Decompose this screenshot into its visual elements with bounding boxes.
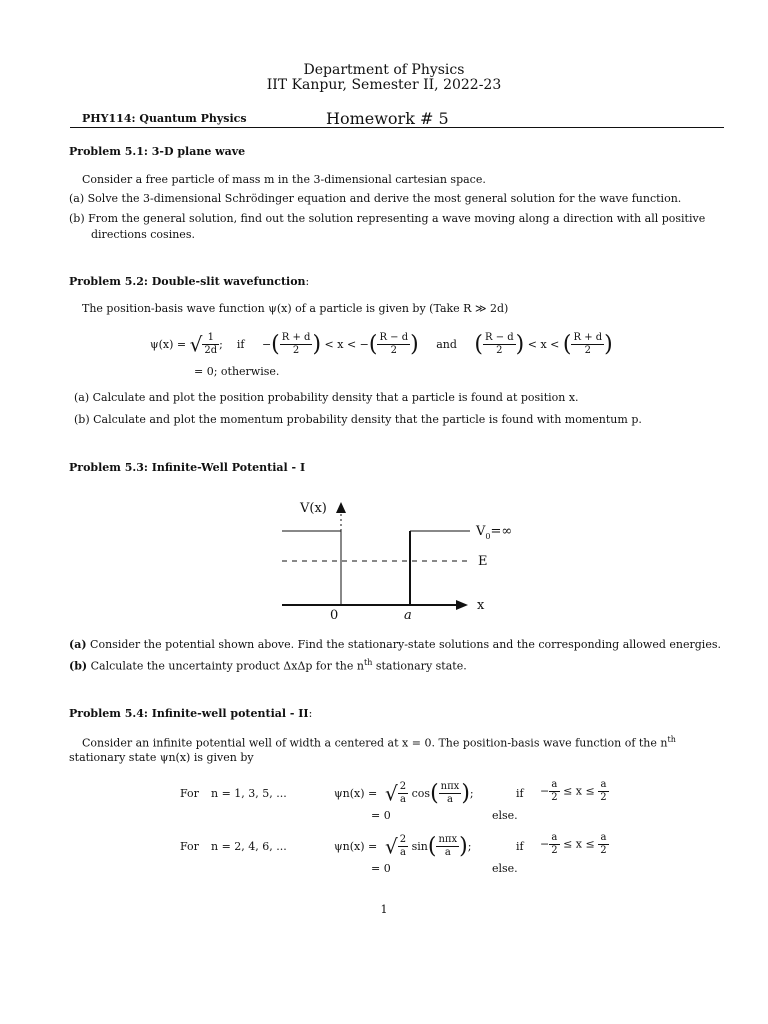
header-rule [70, 127, 724, 128]
y-axis-arrow-icon [336, 502, 346, 513]
infinite-well-figure [270, 495, 530, 625]
problem-5-4-intro: Consider an infinite potential well of width a centered at x = 0. The position-basis wave function of the $n^{th}$ [82, 735, 676, 750]
width-a-label: a [404, 608, 412, 623]
problem-5-1-part-b-cont: directions cosines. [91, 228, 195, 241]
problem-5-1-title: Problem 5.1: 3-D plane wave [69, 145, 246, 158]
x-axis-label: x [477, 598, 485, 613]
problem-5-1-part-b: (b) From the general solution, find out the solution representing a wave moving along a direction with all positive [69, 212, 706, 225]
institute-line: IIT Kanpur, Semester II, 2022-23 [266, 77, 502, 93]
problem-5-3-part-a: (a) Consider the potential shown above. Find the stationary-state solutions and the corresponding allowed energies. [69, 638, 721, 651]
problem-5-2-part-a: (a) Calculate and plot the position probability density that a particle is found at position x. [74, 391, 579, 404]
origin-label: 0 [330, 608, 339, 623]
problem-5-3-part-b: (b) Calculate the uncertainty product ΔxΔp for the $n^{th}$ stationary state. [69, 658, 467, 673]
homework-title: Homework # 5 [326, 109, 449, 128]
course-code: PHY114: Quantum Physics [82, 112, 247, 125]
problem-5-4-title: Problem 5.4: Infinite-well potential - II: [69, 707, 313, 720]
vx-axis-label: V(x) [300, 501, 327, 516]
department-title: Department of Physics [303, 62, 465, 78]
problem-5-2-intro: The position-basis wave function ψ(x) of a particle is given by (Take R ≫ 2d) [82, 302, 509, 315]
double-slit-equation: ψ(x) = √ $\frac{1}{2d}$ ; if −( $\frac{R + d}{2}$ ) < x < −( $\frac{R - d}{2}$ ) and ( $\frac{R - d}{2}$ ) < x < ( $\frac{R + d}{2}$ ) [150, 332, 613, 357]
x-axis-arrow-icon [456, 600, 468, 610]
problem-5-2-title: Problem 5.2: Double-slit wavefunction: [69, 275, 310, 288]
v0-label: $V_0=\infty$ [476, 524, 513, 541]
problem-5-1-part-a: (a) Solve the 3-dimensional Schrödinger equation and derive the most general solution for the wave function. [69, 192, 682, 205]
double-slit-otherwise: = 0; otherwise. [194, 365, 280, 378]
problem-5-3-title: Problem 5.3: Infinite-Well Potential - I [69, 461, 306, 474]
page-number: 1 [380, 903, 388, 916]
problem-5-1-intro: Consider a free particle of mass m in the 3-dimensional cartesian space. [82, 173, 486, 186]
energy-label: E [478, 554, 488, 569]
problem-5-2-part-b: (b) Calculate and plot the momentum probability density that the particle is found with momentum p. [74, 413, 642, 426]
problem-5-4-intro-cont: stationary state ψn(x) is given by [69, 751, 254, 764]
